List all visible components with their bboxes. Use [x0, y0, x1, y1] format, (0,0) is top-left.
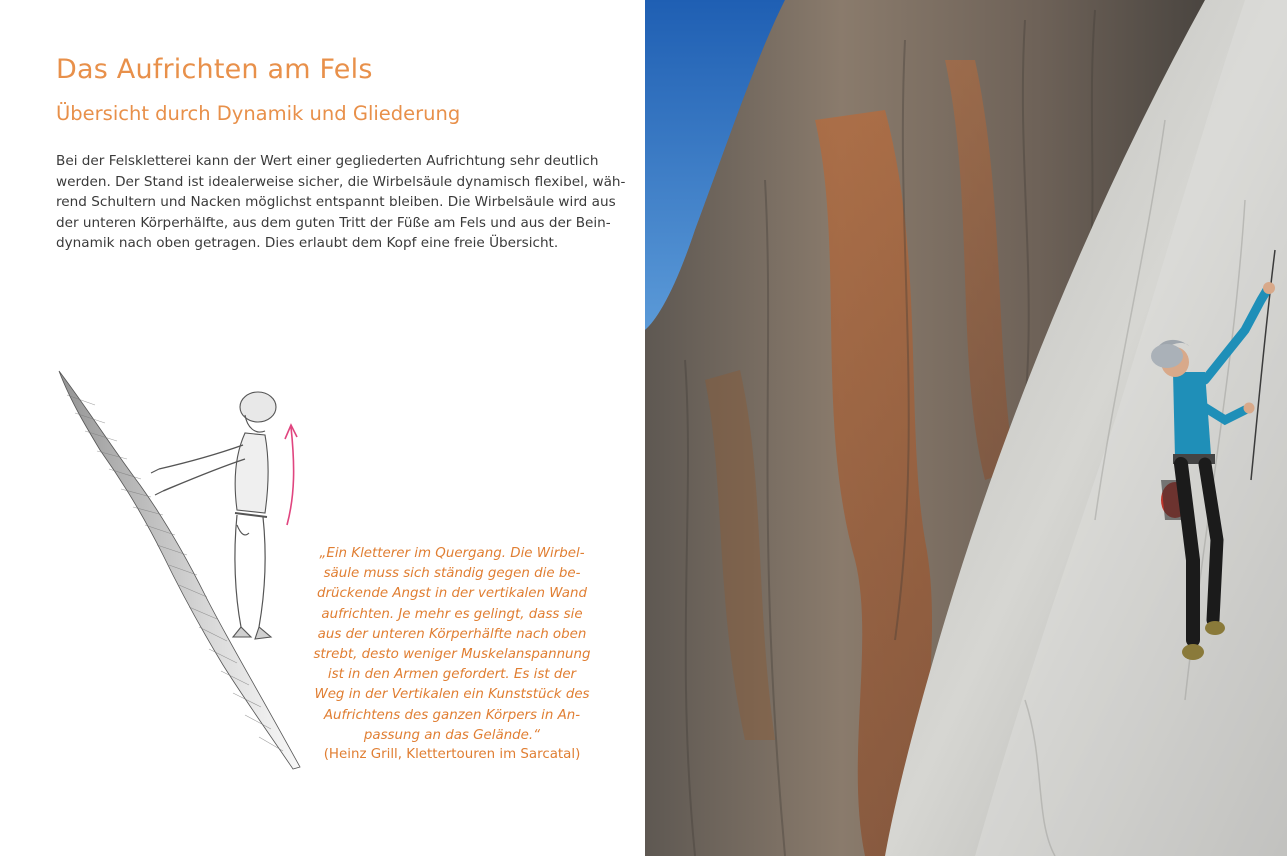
quote-citation: (Heinz Grill, Klettertouren im Sarcatal) — [323, 747, 581, 762]
page-title: Das Aufrichten am Fels — [56, 54, 373, 85]
quote-line: „Ein Kletterer im Quergang. Die Wirbel- — [319, 546, 585, 561]
body-line: Bei der Felskletterei kann der Wert einer gegliederten Aufrichtung sehr deutlich — [56, 153, 599, 169]
body-line: dynamik nach oben getragen. Dies erlaubt dem Kopf eine freie Übersicht. — [56, 235, 559, 251]
body-paragraph — [56, 151, 626, 254]
quote-line: aufrichten. Je mehr es gelingt, dass sie — [321, 606, 583, 622]
right-page — [645, 0, 1287, 856]
quote-line: Aufrichtens des ganzen Körpers in An- — [323, 707, 581, 723]
rock-slab-shape — [59, 371, 300, 769]
page-subtitle: Übersicht durch Dynamik und Gliederung — [56, 102, 461, 125]
climbing-photo — [645, 0, 1287, 856]
quote-line: strebt, desto weniger Muskelanspannung — [313, 647, 591, 663]
body-line: werden. Der Stand ist idealerweise sicher, die Wirbelsäule dynamisch flexibel, wäh- — [56, 173, 626, 190]
quote-line: säule muss sich ständig gegen die be- — [323, 566, 581, 582]
quote-line: passung an das Gelände.“ — [363, 727, 541, 743]
quote-block — [312, 544, 592, 746]
body-line: rend Schultern und Nacken möglichst entspannt bleiben. Die Wirbelsäule wird aus — [56, 194, 616, 210]
body-line: der unteren Körperhälfte, aus dem guten Tritt der Füße am Fels und aus der Bein- — [56, 214, 611, 231]
quote-line: drückende Angst in der vertikalen Wand — [317, 586, 587, 602]
quote-line: Weg in der Vertikalen ein Kunststück des — [314, 687, 590, 703]
quote-line: ist in den Armen gefordert. Es ist der — [327, 667, 577, 683]
climber-sketch-illustration — [55, 365, 315, 770]
climber-figure — [151, 392, 276, 639]
quote-line: aus der unteren Körperhälfte nach oben — [317, 626, 587, 642]
upward-arrow-icon — [285, 425, 297, 525]
